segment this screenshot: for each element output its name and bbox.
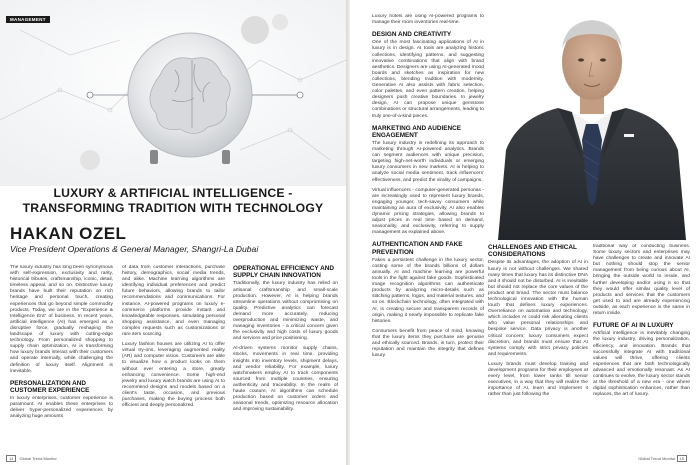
section-heading: MARKETING AND AUDIENCE ENGAGEMENT [372, 124, 461, 139]
paragraph: Fakes a persistent challenge in the luxury sector, costing some of the brands billions of dollars annually. AI and machine learning are powerful tools in the fight against fake goods. Sophisticated image recognition algorithms can authenticate products by analyzing micro-details such as stitching patterns, logos, and material textures, and so on. Blockchain technology, often integrated with AI, is creating secure and transparent records of origin, making it nearly impossible to replicate fake histories. [372, 257, 484, 324]
paragraph: Luxury fashion houses are utilizing AI to offer virtual try-ons, leveraging augmented reality (AR) and computer vision. Customers are able to visualize how a product looks on them without ever entering a store, greatly enhancing convenience. Some high-end jewelry and luxury watch brands are using AI to recommend designs and models based on a client's taste, occasion, and previous purchases, making the buying process both efficient and deeply personalized. [122, 342, 225, 409]
paragraph: One of the most fascinating applications of AI in luxury is in design. AI tools are analyzing historic collections, identifying patterns, and suggesting innovative combinations that align with brand aesthetics. Designers are using AI-generated mood boards and sketches as inspiration for new collections, blending tradition with modernity. Generative AI also assists with fabric selection, color palettes, and even pattern creation, helping designers push creative boundaries. In jewelry design, AI can propose unique gemstone combinations or structural arrangements, leading to truly one-of-a-kind pieces. [372, 40, 484, 119]
portrait-photo [488, 0, 696, 240]
author-name: HAKAN OZEL [10, 224, 127, 243]
publication-name: Global Trend Monitor [19, 456, 57, 461]
article-title-line2: TRANSFORMING TRADITION WITH TECHNOLOGY [22, 201, 324, 215]
page-number: 15 [677, 455, 687, 462]
section-heading: PERSONALIZATION AND CUSTOMER EXPERIENCE [10, 379, 90, 394]
ai-brain-illustration [0, 0, 346, 186]
section-heading: FUTURE OF AI IN LUXURY [593, 322, 674, 330]
paragraph: Traditionally, the luxury industry has relied on artisanal craftsmanship and small-scale production. However, AI is helping brands streamline operations without compromising on quality. Predictive analytics can forecast demand more accurately, reducing overproduction and minimizing waste, and managing inventories - a critical concern given the exclusivity and high costs of luxury goods and services and price positioning. [233, 281, 338, 342]
paragraph: Luxury hotels are using AI-powered programs to manage their room inventories real-time. [372, 14, 484, 26]
footer-left [6, 455, 57, 462]
right-page [350, 0, 696, 465]
right-column-2 [488, 244, 588, 454]
author-role: Vice President Operations & General Manager, Shangri-La Dubai [10, 244, 259, 254]
section-heading: OPERATIONAL EFFICIENCY AND SUPPLY CHAIN INNOVATION [233, 265, 334, 280]
paragraph: The luxury industry has long been synonymous with self-expression, exclusivity and rarity, historical tributes, craftsmanship, iconic, detail, timeless appeal, and so on. Distinctive luxury brands have built their reputation on rich heritage and personal touch, creating experiences that go beyond simple commodity products. Today, we are in the "Experience & Intelligence Era" of business. In recent years, artificial intelligence (AI) has emerged as a disruptive force, gradually reshaping the landscape of luxury with cutting-edge technology. From personalized shopping to supply chain optimization, AI is transforming how luxury brands interact with their customers and operate internally, while challenging the definition of luxury itself. Alignment is inevitable. [10, 265, 113, 374]
article-title-line1: LUXURY & ARTIFICIAL INTELLIGENCE - [53, 186, 293, 200]
paragraph: AI-driven systems monitor supply chains, stocks, movements in real time, providing insights into inventory levels, shipment delays, and vendor reliability. For example, luxury watchmakers employ AI to track components sourced from multiple countries, ensuring authenticity and traceability. In the realm of haute couture, AI algorithms can schedule production based on customer orders and seasonal trends, optimizing resource allocation and improving sustainability. [233, 346, 338, 413]
section-heading: AUTHENTICATION AND FAKE PREVENTION [372, 241, 463, 256]
left-column-2 [122, 265, 225, 445]
section-tag: MANAGEMENT [6, 16, 50, 23]
paragraph: Luxury brands must develop training and development programs for their employees at every level, from lower ranks till senior executives, in a way that they will realize the importance of AI, learn and implement it rather than just following the [488, 361, 588, 398]
left-column-1 [10, 265, 113, 445]
footer-right [638, 455, 690, 462]
section-heading: DESIGN AND CREATIVITY [372, 31, 452, 39]
right-column-3 [593, 244, 690, 454]
left-page [0, 0, 346, 465]
paragraph: The luxury industry is redefining its approach to marketing through AI-powered analytics. Brands can segment audiences with unique precision, targeting high-net-worth individuals or emerging luxury consumers in new markets. AI is helping to analyze social media sentiment, track influencers' effectiveness, and predict the virality of campaigns. [372, 141, 484, 183]
hero-illustration [0, 0, 346, 186]
paragraph: of data from customer interactions, purchase history, demographics, social media trends, and alike. Machine learning algorithms are identifying individual preferences and predict future behaviors, allowing brands to tailor recommendations and communications. For instance, AI-powered programs on luxury e-commerce platforms provide instant and knowledgeable responses, simulating personal shopping assistance, and even managing complex requests such as customizations or rare item sourcing. [122, 265, 225, 338]
paragraph: In luxury enterprises, customer experience is paramount. AI enables these enterprises to deliver hyper-personalized experiences by analyzing huge amounts [10, 396, 113, 420]
paragraph: Artificial intelligence is inevitably changing the luxury industry, driving personalization, efficiency, and innovation. Brands that successfully integrate AI with traditional values will thrive, offering clients experiences that are both technologically advanced and emotionally resonant. As AI continues to evolve, the luxury sector stands at the threshold of a new era - one where digital sophistication enhances, rather than replaces, the art of luxury. [593, 331, 690, 398]
paragraph: Despite its advantages, the adoption of AI in luxury is not without challenges. We shared many times that luxury has its distinctive DNA and it should not be disturbed. AI is inevitable but should not replace the core values of the product and brand. The sector must balance technological innovation with the human touch that defines luxury experiences. Overreliance on automation and technology, which includes AI could risk alienating clients who value personal relationships and bespoke service. Data privacy is another critical concern; luxury consumers expect discretion, and brands must ensure that AI systems comply with strict privacy policies and requirements. [488, 260, 588, 357]
page-number: 14 [6, 455, 16, 462]
publication-name: Global Trend Monitor [638, 456, 676, 461]
right-column-1 [372, 14, 484, 450]
paragraph: Virtual influencers - computer-generated personas - are increasingly used to represent luxury brands, engaging younger, tech-savvy consumers while maintaining an aura of exclusivity. AI also enables dynamic pricing strategies, allowing brands to adjust prices in real time based on demand, seasonality, and exclusivity, referring to supply management as explained above. [372, 187, 484, 236]
paragraph: traditional way of conducting business. Some luxury sectors and enterprises may have challenges to create and innovate AI but nothing should stop the senior management from being curious about AI, bringing the outside world to inside, and further developing and/or using it so that they would offer similar quality level of products and services that the customers get used to and are already experiencing outside, as each experience is the same in return inside. [593, 244, 690, 317]
left-column-3 [233, 265, 338, 445]
section-heading: CHALLENGES AND ETHICAL CONSIDERATIONS [488, 244, 577, 259]
paragraph: Consumers benefit from peace of mind, knowing that the luxury items they purchase are genuine and ethically sourced. Brands, in turn, protect their reputation and maintain the integrity that defines luxury. [372, 328, 484, 359]
author-portrait [488, 0, 696, 240]
